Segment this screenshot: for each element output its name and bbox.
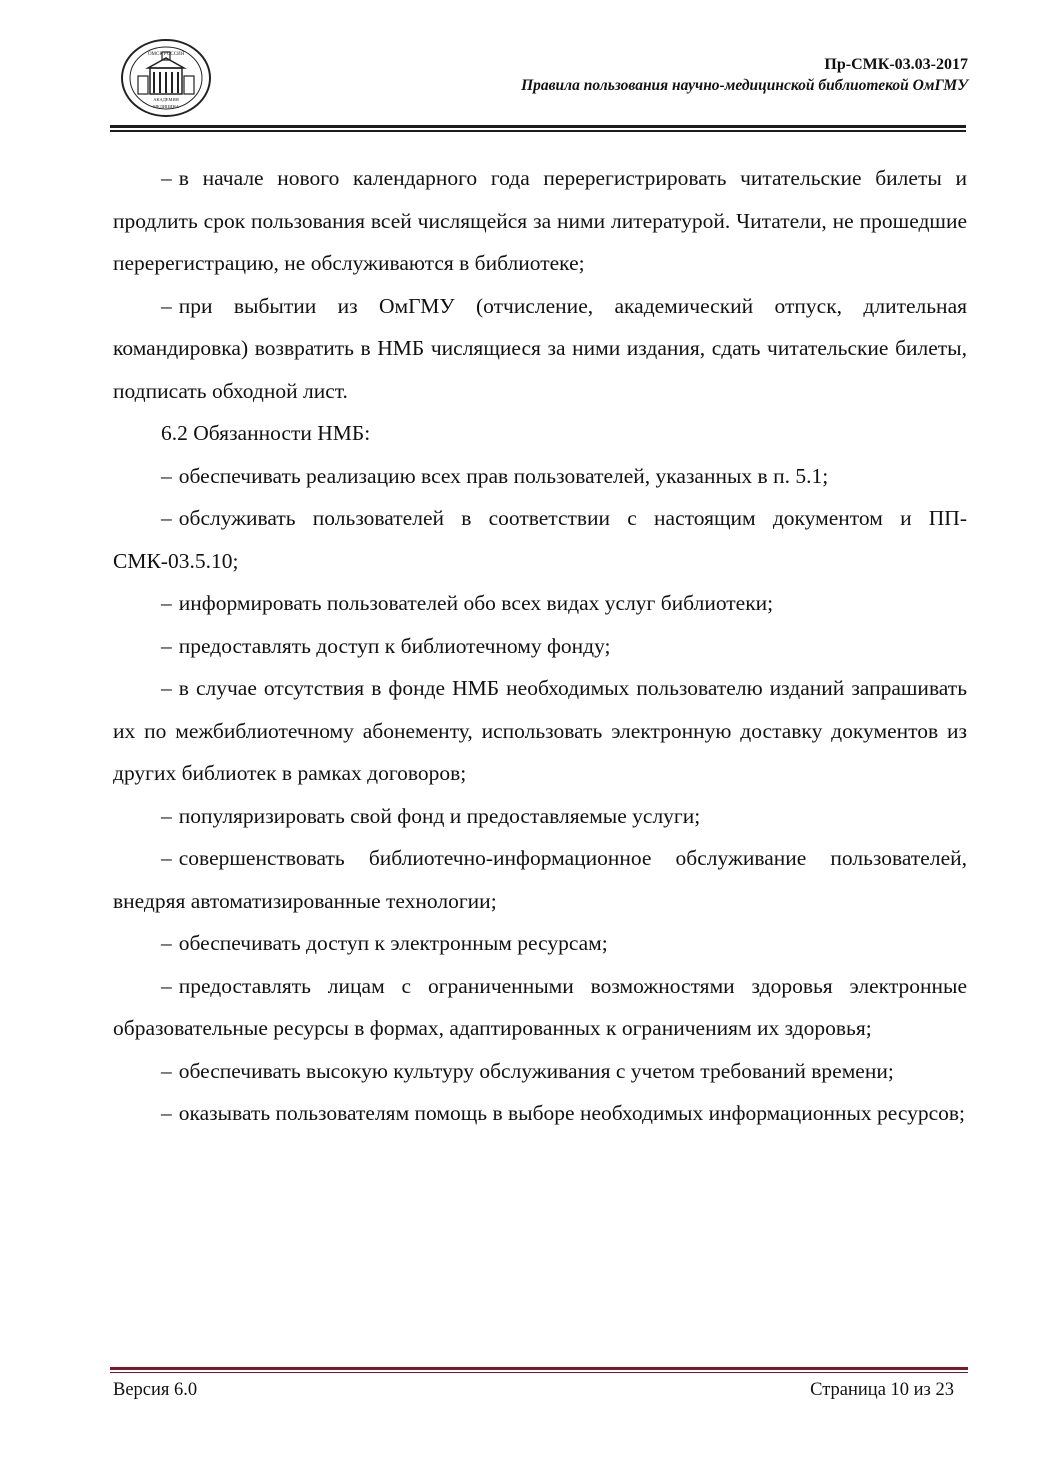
dash-marker: –: [161, 1058, 172, 1083]
paragraph-text: 6.2 Обязанности НМБ:: [161, 421, 371, 445]
list-item: [113, 1050, 967, 1093]
list-item: [113, 1092, 967, 1135]
dash-marker: –: [161, 931, 172, 955]
list-item: [113, 285, 967, 413]
list-item: [113, 837, 967, 922]
logo-text-top: ОМСК РОССИЯ: [147, 52, 185, 57]
paragraph-text: в начале нового календарного года перерегистрировать читательские билеты и продлить срок пользования всей числящейся за ними литературой. Читатели, не прошедшие перерегистрацию, не обслуживаются в библиотеке;: [113, 166, 967, 275]
paragraph-text: обеспечивать доступ к электронным ресурсам;: [178, 931, 608, 955]
paragraph-text: предоставлять доступ к библиотечному фонду;: [178, 633, 611, 658]
paragraph-text: совершенствовать библиотечно-информационное обслуживание пользователей, внедряя автоматизированные технологии;: [113, 846, 967, 913]
dash-marker: –: [161, 1101, 172, 1125]
academy-logo: [120, 38, 212, 118]
list-item: [113, 455, 967, 498]
dash-marker: –: [161, 166, 172, 190]
list-item: [113, 497, 967, 582]
document-body: [113, 157, 967, 1135]
paragraph-text: информировать пользователей обо всех видах услуг библиотеки;: [178, 591, 774, 615]
dash-marker: –: [161, 506, 172, 530]
list-item: [113, 625, 967, 668]
document-title: Правила пользования научно-медицинской библиотекой ОмГМУ: [521, 77, 968, 94]
dash-marker: –: [161, 846, 172, 870]
list-item: [113, 795, 967, 838]
paragraph-text: популяризировать свой фонд и предоставляемые услуги;: [178, 803, 701, 828]
header-rule: [110, 125, 966, 128]
paragraph-text: обеспечивать высокую культуру обслуживания с учетом требований времени;: [178, 1058, 894, 1083]
dash-marker: –: [161, 633, 172, 658]
list-item: [113, 157, 967, 285]
footer-rule-thin: [110, 1372, 968, 1373]
list-item: [113, 667, 967, 795]
logo-text-mid: АКАДЕМИЯ: [153, 97, 179, 102]
paragraph-text: при выбытии из ОмГМУ (отчисление, академический отпуск, длительная командировка) возвратить в НМБ числящиеся за ними издания, сдать читательские билеты, подписать обходной лист.: [113, 293, 967, 403]
footer-rule: [110, 1367, 968, 1370]
list-item: [113, 922, 967, 965]
paragraph-text: обслуживать пользователей в соответствии с настоящим документом и ПП-СМК-03.5.10;: [113, 506, 967, 573]
version-label: Версия 6.0: [113, 1380, 198, 1400]
list-item: [113, 965, 967, 1050]
page-number: Страница 10 из 23: [810, 1380, 954, 1400]
logo-text-bottom: МЕДИЦИНА: [152, 104, 180, 109]
dash-marker: –: [161, 803, 172, 828]
dash-marker: –: [161, 293, 172, 318]
paragraph-text: предоставлять лицам с ограниченными возможностями здоровья электронные образовательные ресурсы в формах, адаптированных к ограничениям их здоровья;: [113, 973, 967, 1040]
dash-marker: –: [161, 676, 172, 700]
dash-marker: –: [161, 973, 172, 998]
document-code: Пр-СМК-03.03-2017: [824, 56, 968, 73]
dash-marker: –: [161, 591, 172, 615]
paragraph-text: оказывать пользователям помощь в выборе необходимых информационных ресурсов;: [178, 1101, 966, 1125]
paragraph-text: обеспечивать реализацию всех прав пользователей, указанных в п. 5.1;: [178, 463, 829, 488]
list-item: [113, 582, 967, 625]
header-rule-thin: [110, 130, 966, 132]
section-heading: [113, 412, 967, 455]
paragraph-text: в случае отсутствия в фонде НМБ необходимых пользователю изданий запрашивать их по межбиблиотечному абонементу, использовать электронную доставку документов из других библиотек в рамках договоров;: [113, 676, 967, 785]
dash-marker: –: [161, 463, 172, 488]
